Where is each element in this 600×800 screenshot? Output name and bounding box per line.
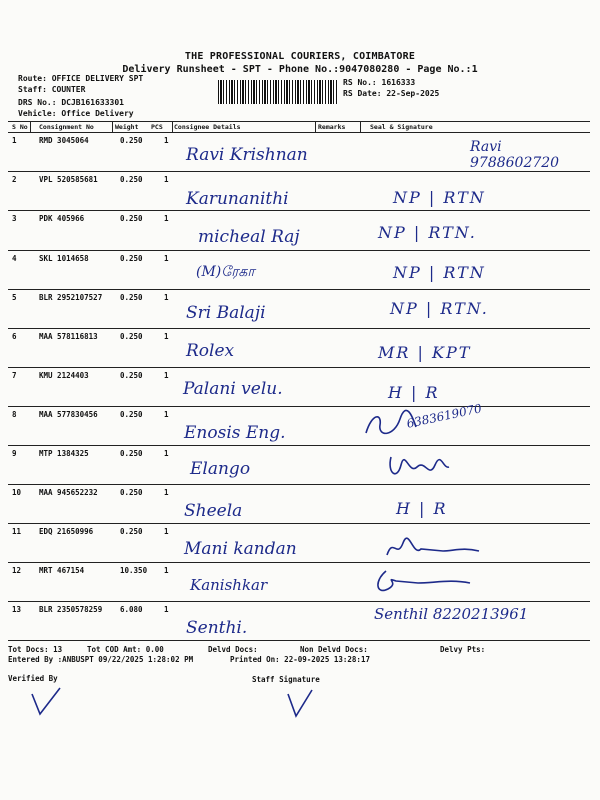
row-sno: 1 [12, 136, 17, 145]
row-weight: 0.250 [120, 449, 143, 458]
signature-scribble [383, 533, 483, 563]
seal-signature: H | R [396, 499, 448, 518]
table-header-rule [8, 132, 590, 133]
row-pcs: 1 [164, 371, 169, 380]
row-sno: 8 [12, 410, 17, 419]
row-sno: 13 [12, 605, 22, 614]
printed-on: Printed On: 22-09-2025 13:28:17 [230, 655, 370, 664]
row-rule [8, 367, 590, 368]
row-pcs: 1 [164, 449, 169, 458]
col-sno: S No [12, 123, 28, 131]
row-weight: 0.250 [120, 371, 143, 380]
drs-number: DRS No.: DCJB161633301 [18, 98, 124, 107]
consignee-handwritten: Kanishkar [190, 576, 268, 594]
rs-number: RS No.: 1616333 [343, 78, 416, 87]
col-consignment: Consignment No [39, 123, 94, 131]
route-label: Route: OFFICE DELIVERY SPT [18, 74, 144, 83]
seal-signature: NP | RTN. [390, 299, 489, 318]
col-seal: Seal & Signature [370, 123, 433, 131]
consignee-handwritten: Rolex [186, 341, 235, 361]
row-weight: 0.250 [120, 175, 143, 184]
verified-by-label: Verified By [8, 674, 58, 683]
consignee-handwritten: Elango [190, 459, 251, 479]
vehicle-label: Vehicle: Office Delivery [18, 109, 134, 118]
delivery-points: Delvy Pts: [440, 645, 486, 654]
consignee-handwritten: Sri Balaji [186, 303, 266, 323]
row-sno: 7 [12, 371, 17, 380]
signature-scribble [360, 407, 420, 441]
row-weight: 0.250 [120, 293, 143, 302]
row-weight: 0.250 [120, 214, 143, 223]
row-sno: 9 [12, 449, 17, 458]
seal-signature: NP | RTN [393, 188, 486, 207]
row-pcs: 1 [164, 488, 169, 497]
row-consignment: MAA 577830456 [39, 410, 98, 419]
row-rule [8, 171, 590, 172]
row-rule [8, 523, 590, 524]
row-rule [8, 562, 590, 563]
row-consignment: MAA 578116813 [39, 332, 98, 341]
row-weight: 0.250 [120, 527, 143, 536]
row-sno: 11 [12, 527, 22, 536]
total-docs: Tot Docs: 13 [8, 645, 63, 654]
row-pcs: 1 [164, 527, 169, 536]
row-sno: 4 [12, 254, 17, 263]
table-bottom-rule [8, 640, 590, 641]
delivered-docs: Delvd Docs: [208, 645, 258, 654]
seal-signature: Ravi 9788602720 [470, 139, 560, 171]
entered-by: Entered By :ANBUSPT 09/22/2025 1:28:02 PM [8, 655, 194, 664]
row-sno: 2 [12, 175, 17, 184]
col-pcs: PCS [151, 123, 163, 131]
consignee-handwritten: Senthi. [186, 618, 248, 638]
row-sno: 10 [12, 488, 22, 497]
row-weight: 0.250 [120, 488, 143, 497]
rs-date: RS Date: 22-Sep-2025 [343, 89, 440, 98]
seal-signature: NP | RTN. [378, 223, 477, 242]
row-sno: 5 [12, 293, 17, 302]
row-consignment: BLR 2350578259 [39, 605, 103, 614]
row-rule [8, 484, 590, 485]
col-consignee: Consignee Details [174, 123, 241, 131]
row-pcs: 1 [164, 566, 169, 575]
company-title: THE PROFESSIONAL COURIERS, COIMBATORE [184, 51, 416, 62]
row-pcs: 1 [164, 136, 169, 145]
consignee-handwritten: micheal Raj [198, 227, 300, 247]
consignee-handwritten: Palani velu. [183, 379, 283, 399]
row-consignment: MRT 467154 [39, 566, 85, 575]
staff-signature-mark [282, 684, 322, 720]
row-pcs: 1 [164, 332, 169, 341]
row-pcs: 1 [164, 214, 169, 223]
row-sno: 6 [12, 332, 17, 341]
consignee-handwritten: (M)ரேகா [196, 264, 255, 280]
seal-signature: NP | RTN [393, 263, 486, 282]
row-consignment: PDK 405966 [39, 214, 85, 223]
row-consignment: EDQ 21650996 [39, 527, 94, 536]
row-weight: 0.250 [120, 332, 143, 341]
runsheet-subtitle: Delivery Runsheet - SPT - Phone No.:9047080280 - Page No.:1 [122, 64, 478, 75]
consignee-handwritten: Enosis Eng. [184, 423, 286, 443]
row-weight: 0.250 [120, 254, 143, 263]
total-cod: Tot COD Amt: 0.00 [87, 645, 164, 654]
consignee-handwritten: Mani kandan [184, 539, 297, 559]
row-sno: 3 [12, 214, 17, 223]
signature-scribble [383, 451, 453, 485]
row-pcs: 1 [164, 175, 169, 184]
staff-signature-label: Staff Signature [252, 675, 320, 684]
row-consignment: KMU 2124403 [39, 371, 89, 380]
row-pcs: 1 [164, 254, 169, 263]
seal-signature: MR | KPT [378, 343, 472, 362]
row-pcs: 1 [164, 293, 169, 302]
row-sno: 12 [12, 566, 22, 575]
row-consignment: BLR 2952107527 [39, 293, 103, 302]
signature-scribble [366, 567, 476, 599]
consignee-handwritten: Ravi Krishnan [186, 145, 308, 165]
consignee-handwritten: Sheela [184, 501, 243, 521]
row-pcs: 1 [164, 410, 169, 419]
row-consignment: SKL 1014658 [39, 254, 89, 263]
row-weight: 0.250 [120, 136, 143, 145]
consignee-handwritten: Karunanithi [186, 189, 289, 209]
row-rule [8, 210, 590, 211]
col-remarks: Remarks [318, 123, 346, 131]
row-rule [8, 445, 590, 446]
seal-signature: 6383619070 [405, 401, 483, 431]
row-consignment: MTP 1384325 [39, 449, 89, 458]
row-rule [8, 601, 590, 602]
verified-signature-mark [26, 684, 66, 720]
runsheet-table [8, 121, 590, 641]
row-consignment: VPL 520585681 [39, 175, 98, 184]
row-rule [8, 250, 590, 251]
row-rule [8, 328, 590, 329]
row-weight: 6.080 [120, 605, 143, 614]
barcode-image [218, 80, 338, 104]
non-delivered-docs: Non Delvd Docs: [300, 645, 368, 654]
seal-signature: Senthil 8220213961 [374, 605, 529, 623]
table-top-rule [8, 121, 590, 122]
row-rule [8, 406, 590, 407]
row-weight: 0.250 [120, 410, 143, 419]
seal-signature: H | R [388, 383, 440, 402]
row-rule [8, 289, 590, 290]
row-consignment: RMD 3045064 [39, 136, 89, 145]
row-consignment: MAA 945652232 [39, 488, 98, 497]
staff-label: Staff: COUNTER [18, 85, 86, 94]
row-weight: 10.350 [120, 566, 148, 575]
row-pcs: 1 [164, 605, 169, 614]
col-weight: Weight [115, 123, 139, 131]
